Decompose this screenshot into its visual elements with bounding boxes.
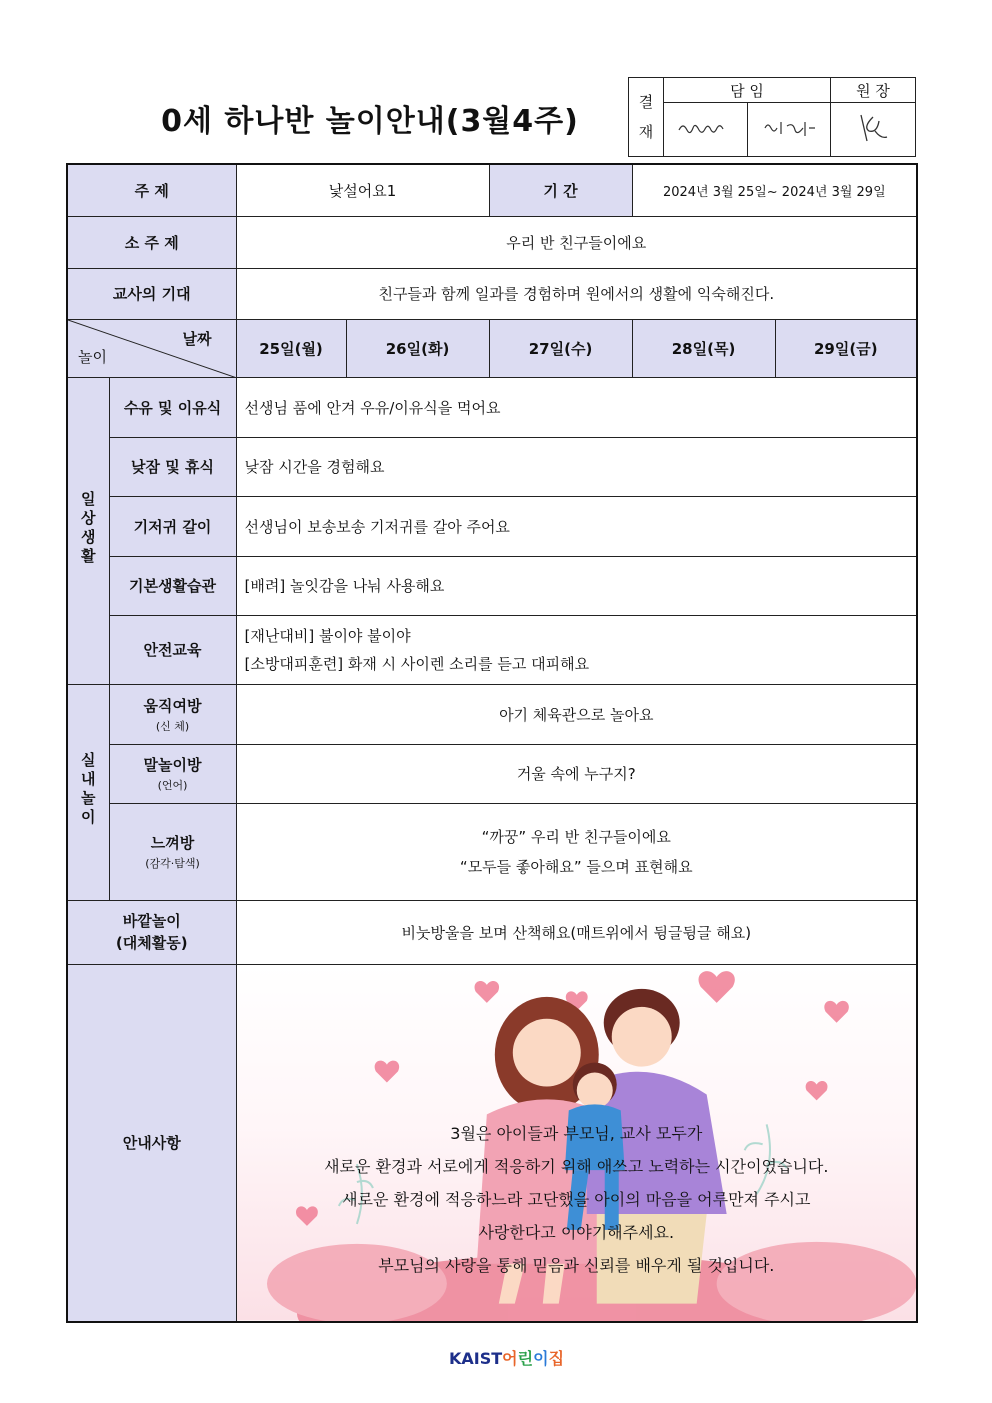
approval-label-a: 결 (638, 93, 654, 111)
expect-value: 친구들과 함께 일과를 경험하며 원에서의 생활에 익숙해진다. (236, 268, 917, 319)
approval-col-teacher: 담 임 (664, 78, 831, 103)
subtopic-value: 우리 반 친구들이에요 (236, 216, 917, 268)
diaper-value: 선생님이 보송보송 기저귀를 갈아 주어요 (236, 496, 917, 556)
approval-label-b: 재 (638, 123, 654, 141)
topic-label: 주 제 (67, 164, 236, 216)
approval-label (629, 78, 664, 157)
daily-life-group-label: 일상생활 (78, 490, 97, 567)
heart-1 (698, 971, 734, 1003)
indoor-play-group (67, 684, 109, 900)
day-wed: 27일(수) (489, 319, 632, 377)
director-signature (831, 103, 916, 157)
topic-value: 낯설어요1 (236, 164, 489, 216)
day-thu: 28일(목) (632, 319, 775, 377)
talk-label-sub: (언어) (157, 779, 188, 792)
kaist-kindergarten-logo (449, 1346, 564, 1369)
day-mon: 25일(월) (236, 319, 346, 377)
notice-line-2: 새로운 환경과 서로에게 적응하기 위해 애쓰고 노력하는 시간이였습니다. (324, 1157, 829, 1177)
notice-line-3: 새로운 환경에 적응하느라 고단했을 아이의 마음을 어루만져 주시고 (342, 1190, 811, 1210)
logo-kaist: KAIST (449, 1349, 503, 1368)
nap-label: 낮잠 및 휴식 (109, 437, 236, 496)
nap-value: 낮잠 시간을 경험해요 (236, 437, 917, 496)
habit-label: 기본생활습관 (109, 556, 236, 615)
subtopic-label: 소 주 제 (67, 216, 236, 268)
move-label (109, 684, 236, 744)
feel-value (236, 803, 917, 900)
feel-label-sub: (감각·탐색) (145, 857, 200, 870)
corner-date-label: 날짜 (182, 329, 212, 348)
daily-life-group (67, 377, 109, 684)
indoor-play-group-label: 실내놀이 (78, 752, 97, 828)
approval-box (628, 77, 916, 157)
period-value: 2024년 3월 25일~ 2024년 3월 29일 (632, 164, 917, 216)
outdoor-label (67, 900, 236, 964)
logo-char-4: 집 (548, 1349, 565, 1368)
safety-value (236, 615, 917, 684)
notice-label: 안내사항 (67, 964, 236, 1322)
notice-line-5: 부모님의 사랑을 통해 믿음과 신뢰를 배우게 될 것입니다. (378, 1256, 775, 1276)
page-title: 0세 하나반 놀이안내(3월4주) (161, 104, 579, 139)
period-label: 기 간 (489, 164, 632, 216)
corner-play-label: 놀이 (78, 347, 107, 366)
signature-1-drawing (675, 116, 735, 140)
logo-char-2: 린 (517, 1349, 534, 1368)
safety-line-2: [소방대피훈련] 화재 시 사이렌 소리를 듣고 대피해요 (244, 654, 590, 673)
habit-value: [배려] 놀잇감을 나눠 사용해요 (236, 556, 917, 615)
feel-label (109, 803, 236, 900)
talk-value: 거울 속에 누구지? (236, 744, 917, 803)
logo-char-3: 이 (533, 1349, 549, 1368)
director-signature-drawing (853, 111, 893, 145)
teacher-signature-2 (747, 103, 831, 157)
date-play-corner (67, 319, 236, 377)
safety-line-1: [재난대비] 불이야 불이야 (244, 626, 411, 645)
feel-line-2: “모두들 좋아해요” 들으며 표현해요 (459, 857, 693, 876)
outdoor-label-2: (대체활동) (115, 934, 188, 952)
talk-label-main: 말놀이방 (143, 756, 202, 774)
expect-label: 교사의 기대 (67, 268, 236, 319)
feeding-value: 선생님 품에 안겨 우유/이유식을 먹어요 (236, 377, 917, 437)
day-fri: 29일(금) (775, 319, 917, 377)
move-label-main: 움직여방 (143, 696, 202, 715)
safety-label: 안전교육 (109, 615, 236, 684)
signature-2-drawing (759, 116, 819, 140)
feeding-label: 수유 및 이유식 (109, 377, 236, 437)
approval-col-director: 원 장 (831, 78, 916, 103)
move-label-sub: (신 체) (155, 719, 190, 733)
notice-content (236, 964, 917, 1322)
notice-message (237, 1003, 917, 1282)
outdoor-value: 비눗방울을 보며 산책해요(매트위에서 뒹글뒹글 해요) (236, 900, 917, 964)
notice-line-4: 사랑한다고 이야기해주세요. (478, 1223, 675, 1243)
notice-line-1: 3월은 아이들과 부모님, 교사 모두가 (450, 1124, 703, 1144)
teacher-signature-1 (664, 103, 748, 157)
talk-label (109, 744, 236, 803)
day-tue: 26일(화) (346, 319, 489, 377)
logo-char-1: 어 (502, 1349, 518, 1368)
weekly-plan-table (66, 163, 918, 1323)
feel-label-main: 느껴방 (150, 834, 195, 852)
diaper-label: 기저귀 갈이 (109, 496, 236, 556)
feel-line-1: “까꿍” 우리 반 친구들이에요 (481, 827, 671, 846)
move-value: 아기 체육관으로 놀아요 (236, 684, 917, 744)
heart-2 (474, 980, 499, 1002)
outdoor-label-1: 바깥놀이 (122, 912, 181, 930)
